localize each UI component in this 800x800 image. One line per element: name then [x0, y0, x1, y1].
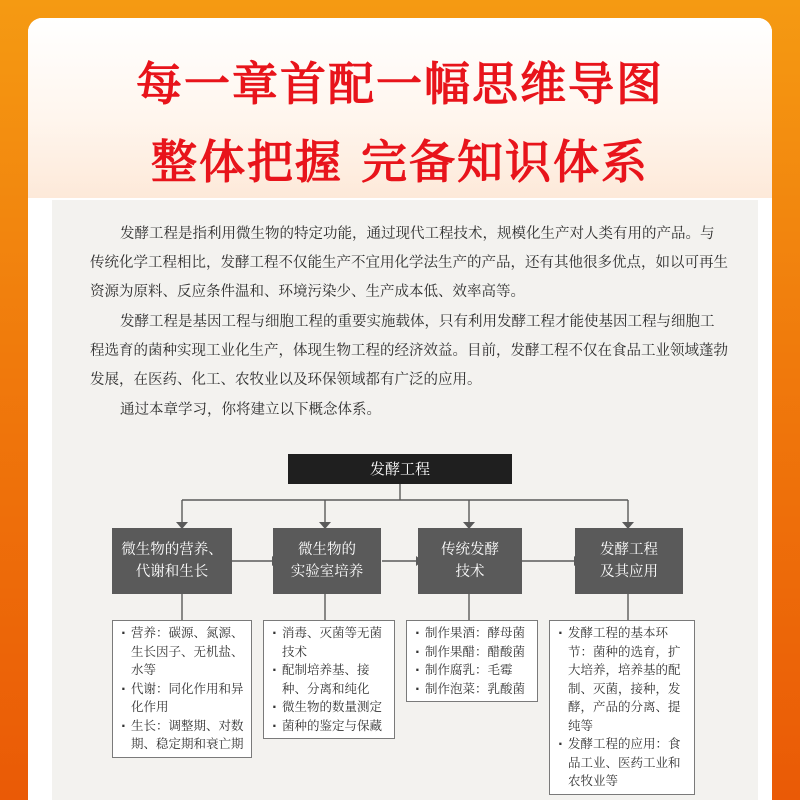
branch-label-line: 及其应用 [600, 564, 658, 580]
branch-node-application [575, 528, 683, 594]
intro-paragraph-3: 通过本章学习，你将建立以下概念体系。 [120, 402, 381, 418]
detail-item: · 微生物的数量测定 [270, 698, 388, 717]
detail-box-traditional [406, 620, 538, 702]
detail-item: · 消毒、灭菌等无菌技术 [270, 624, 388, 661]
branch-label-line: 微生物的 [298, 542, 356, 558]
detail-item: · 制作果酒：酵母菌 [413, 624, 531, 643]
detail-item: · 营养：碳源、氮源、生长因子、无机盐、水等 [119, 624, 245, 680]
promo-banner [28, 18, 772, 198]
detail-item: · 配制培养基、接种、分离和纯化 [270, 661, 388, 698]
detail-box-application [549, 620, 695, 795]
branch-label-line: 实验室培养 [290, 564, 364, 580]
detail-box-nutrition [112, 620, 252, 758]
intro-paragraph-2: 发酵工程是基因工程与细胞工程的重要实施载体，只有利用发酵工程才能使基因工程与细胞工程选育的菌种实现工业化生产，体现生物工程的经济效益。目前，发酵工程不仅在食品工业领域蓬勃发展，在医药、化工、农牧业以及环保领域都有广泛的应用。 [90, 314, 728, 388]
branch-label-line: 发酵工程 [600, 542, 658, 558]
branch-label-line: 技术 [455, 564, 485, 580]
mindmap-root: 发酵工程 [288, 454, 512, 484]
banner-headline-1: 每一章首配一幅思维导图 [136, 57, 664, 111]
detail-item: · 制作果醋：醋酸菌 [413, 643, 531, 662]
detail-item: · 发酵工程的应用：食品工业、医药工业和农牧业等 [556, 735, 688, 791]
branch-node-traditional [418, 528, 522, 594]
branch-node-lab-culture [273, 528, 381, 594]
branch-node-nutrition [112, 528, 232, 594]
detail-item: · 发酵工程的基本环节：菌种的选育，扩大培养，培养基的配制、灭菌，接种，发酵，产品的分离、提纯等 [556, 624, 688, 735]
product-image-frame [28, 18, 772, 800]
branch-label-line: 代谢和生长 [135, 564, 209, 580]
detail-box-lab-culture [263, 620, 395, 739]
detail-item: · 制作泡菜：乳酸菌 [413, 680, 531, 699]
branch-label-line: 传统发酵 [441, 542, 499, 558]
detail-item: · 制作腐乳：毛霉 [413, 661, 531, 680]
detail-item: · 代谢：同化作用和异化作用 [119, 680, 245, 717]
banner-headline-2: 整体把握 完备知识体系 [150, 135, 649, 189]
book-page [52, 200, 758, 800]
branch-label-line: 微生物的营养、 [121, 542, 223, 558]
detail-item: · 菌种的鉴定与保藏 [270, 717, 388, 736]
intro-paragraph-1: 发酵工程是指利用微生物的特定功能，通过现代工程技术，规模化生产对人类有用的产品。与传统化学工程相比，发酵工程不仅能生产不宜用化学法生产的产品，还有其他很多优点，如以可再生资源为原料、反应条件温和、环境污染少、生产成本低、效率高等。 [90, 226, 728, 300]
detail-item: · 生长：调整期、对数期、稳定期和衰亡期 [119, 717, 245, 754]
